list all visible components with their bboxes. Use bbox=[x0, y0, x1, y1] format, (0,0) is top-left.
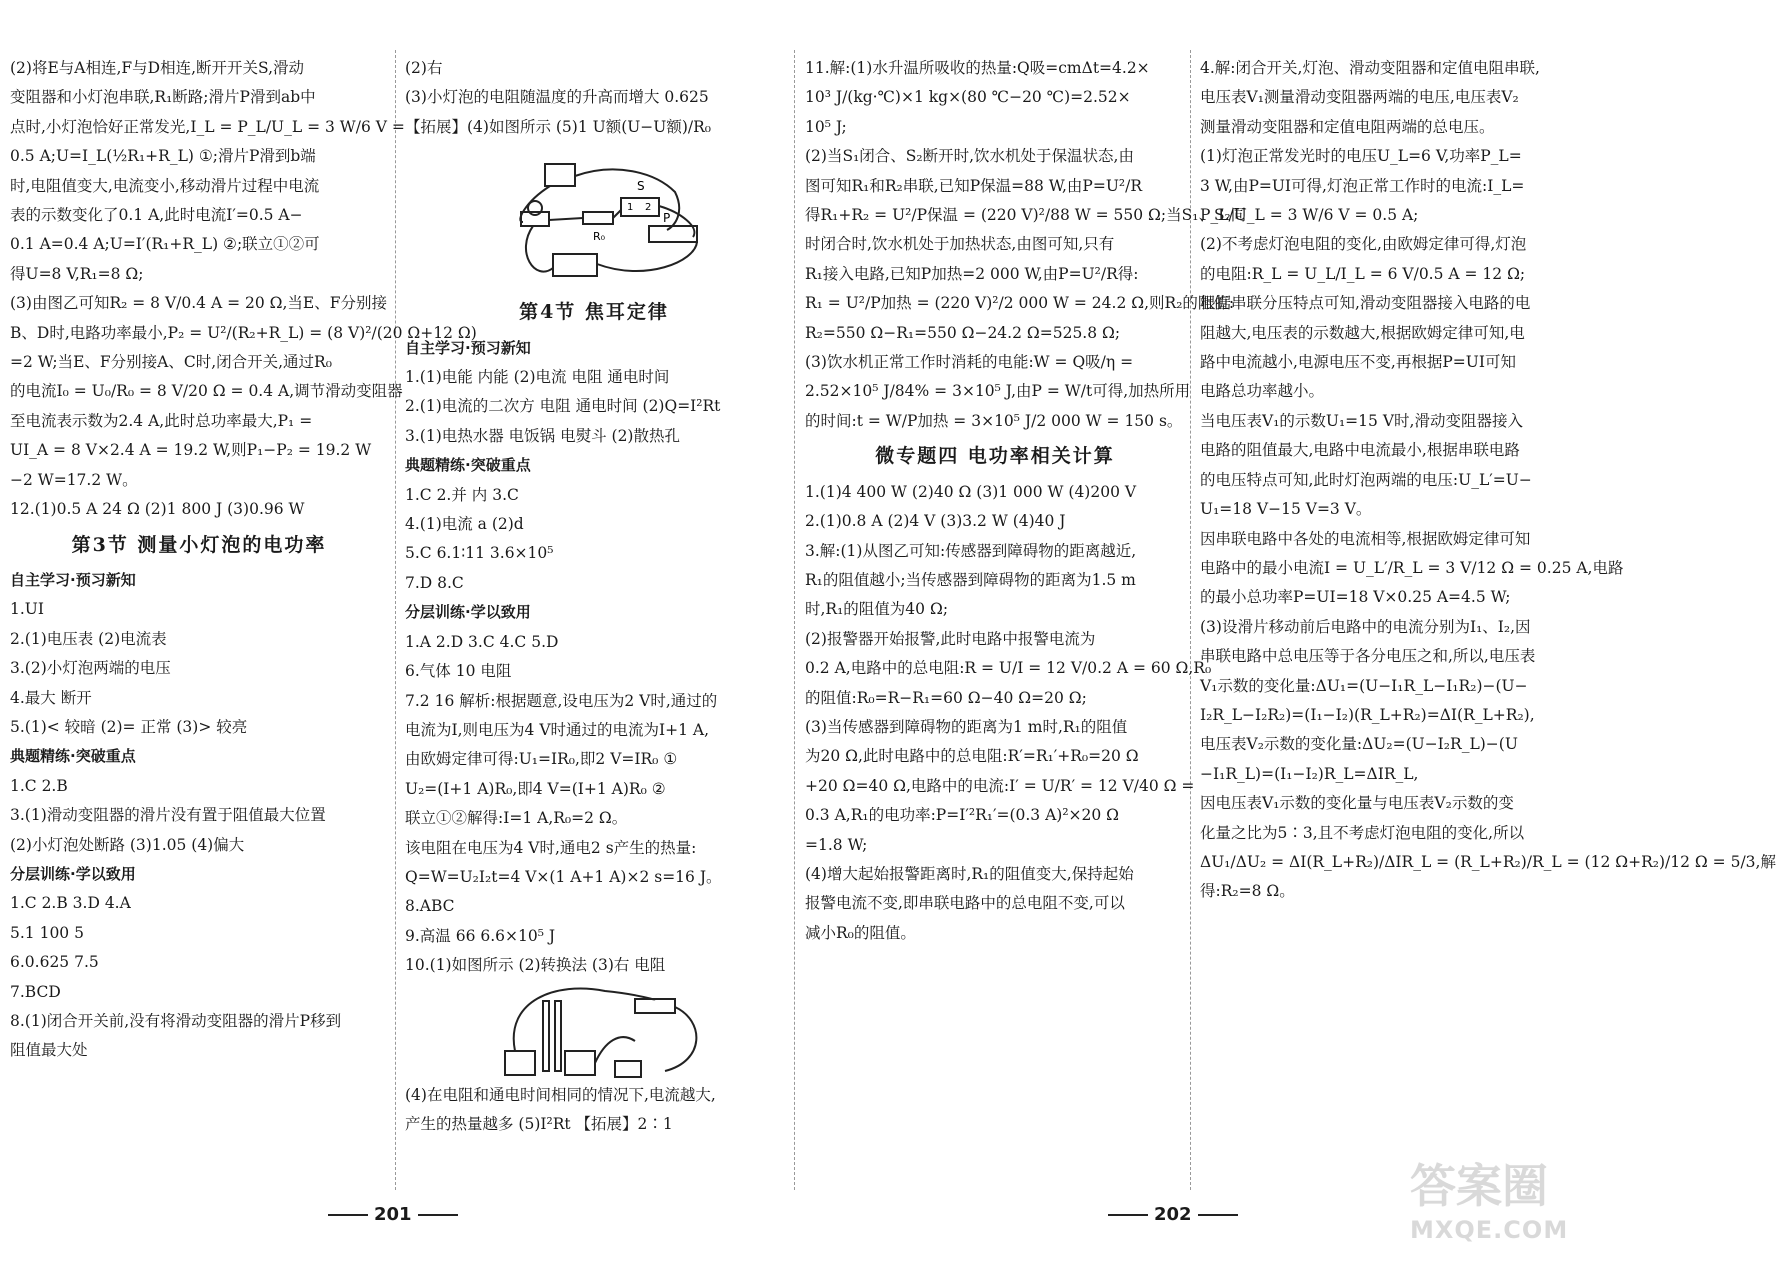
answer-line: U₁=18 V−15 V=3 V。 bbox=[1200, 500, 1372, 519]
answer-line: 1.A 2.D 3.C 4.C 5.D bbox=[405, 632, 559, 651]
answer-line: (2)不考虑灯泡电阻的变化,由欧姆定律可得,灯泡 bbox=[1200, 235, 1527, 254]
answer-line: 的阻值:R₀=R−R₁=60 Ω−40 Ω=20 Ω; bbox=[805, 688, 1087, 707]
u-tube-left-icon bbox=[543, 1001, 549, 1071]
answer-line: 该电阻在电压为4 V时,通电2 s产生的热量: bbox=[405, 838, 697, 857]
subsection-heading: 典题精练·突破重点 bbox=[10, 747, 136, 766]
answer-line: 化量之比为5∶3,且不考虑灯泡电阻的变化,所以 bbox=[1200, 823, 1525, 842]
answer-line: 8.ABC bbox=[405, 897, 455, 916]
answer-line: 1.UI bbox=[10, 600, 44, 619]
voltmeter-icon bbox=[545, 164, 575, 186]
answer-line: UI_A = 8 V×2.4 A = 19.2 W,则P₁−P₂ = 19.2 W bbox=[10, 441, 372, 460]
col4-answers bbox=[1200, 54, 1776, 907]
col3-answers bbox=[805, 54, 1247, 436]
answer-line: 2.(1)0.8 A (2)4 V (3)3.2 W (4)40 J bbox=[805, 512, 1066, 531]
answer-line: 11.解:(1)水升温所吸收的热量:Q吸=cmΔt=4.2× bbox=[805, 59, 1150, 77]
answer-line: 3.(1)滑动变阻器的滑片没有置于阻值最大位置 bbox=[10, 806, 326, 825]
answer-line: (3)当传感器到障碍物的距离为1 m时,R₁的阻值 bbox=[805, 717, 1128, 736]
answer-line: R₁ = U²/P加热 = (220 V)²/2 000 W = 24.2 Ω,则R₂的阻值: bbox=[805, 294, 1235, 313]
answer-line: (2)当S₁闭合、S₂断开时,饮水机处于保温状态,由 bbox=[805, 147, 1134, 166]
answer-line: 2.(1)电流的二次方 电阻 通电时间 (2)Q=I²Rt bbox=[405, 397, 721, 416]
answer-line: (3)小灯泡的电阻随温度的升高而增大 0.625 bbox=[405, 88, 709, 107]
answer-line: =1.8 W; bbox=[805, 835, 868, 854]
answer-line: 的时间:t = W/P加热 = 3×10⁵ J/2 000 W = 150 s。 bbox=[805, 411, 1183, 430]
answer-line: 减小R₀的阻值。 bbox=[805, 923, 916, 942]
answer-line: 阻越大,电压表的示数越大,根据欧姆定律可知,电 bbox=[1200, 323, 1525, 342]
figure-label-1: 1 bbox=[627, 202, 634, 214]
answer-line: 1.C 2.B bbox=[10, 776, 68, 795]
answer-line: 图可知R₁和R₂串联,已知P保温=88 W,由P=U²/R bbox=[805, 176, 1142, 195]
answer-line: 时,R₁的阻值为40 Ω; bbox=[805, 600, 949, 619]
answer-line: R₁接入电路,已知P加热=2 000 W,由P=U²/R得: bbox=[805, 264, 1139, 283]
section-4-title: 第4节 焦耳定律 bbox=[519, 301, 669, 324]
answer-line: 路中电流越小,电源电压不变,再根据P=UI可知 bbox=[1200, 353, 1516, 372]
answer-line: R₂=550 Ω−R₁=550 Ω−24.2 Ω=525.8 Ω; bbox=[805, 323, 1121, 342]
answer-line: (3)设滑片移动前后电路中的电流分别为I₁、I₂,因 bbox=[1200, 617, 1531, 636]
answer-line: 串联电路中总电压等于各分电压之和,所以,电压表 bbox=[1200, 647, 1536, 666]
answer-line: R₁的阻值越小;当传感器到障碍物的距离为1.5 m bbox=[805, 570, 1136, 589]
answer-line: 因串联电路中各处的电流相等,根据欧姆定律可知 bbox=[1200, 529, 1531, 548]
answer-line: 5.C 6.1∶11 3.6×10⁵ bbox=[405, 544, 554, 563]
answer-line: 电路总功率越小。 bbox=[1200, 382, 1325, 401]
answer-line: 2.52×10⁵ J/84% = 3×10⁵ J,由P = W/t可得,加热所用 bbox=[805, 382, 1191, 401]
answer-line: (3)由图乙可知R₂ = 8 V/0.4 A = 20 Ω,当E、F分别接 bbox=[10, 294, 387, 313]
answer-line: 2.(1)电压表 (2)电流表 bbox=[10, 629, 167, 648]
answer-line: −I₁R_L)=(I₁−I₂)R_L=ΔIR_L, bbox=[1200, 764, 1419, 783]
answer-line: 4.解:闭合开关,灯泡、滑动变阻器和定值电阻串联, bbox=[1200, 59, 1540, 77]
figure-label-2: 2 bbox=[645, 202, 652, 214]
answer-line: Q=W=U₂I₂t=4 V×(1 A+1 A)×2 s=16 J。 bbox=[405, 867, 722, 886]
subsection-heading: 分层训练·学以致用 bbox=[405, 603, 531, 622]
figure-label-s: S bbox=[637, 179, 645, 194]
u-tube-right-icon bbox=[555, 1001, 561, 1071]
answer-line: 5.(1)< 较暗 (2)= 正常 (3)> 较亮 bbox=[10, 717, 248, 736]
page-number-left: 201 bbox=[322, 1204, 464, 1225]
answer-line: 4.最大 断开 bbox=[10, 688, 92, 707]
answer-line: 因电压表V₁示数的变化量与电压表V₂示数的变 bbox=[1200, 794, 1514, 813]
answer-line: 4.(1)电流 a (2)d bbox=[405, 515, 524, 534]
answer-line: 阻值最大处 bbox=[10, 1041, 88, 1060]
col2-answers-top bbox=[405, 54, 783, 142]
answer-line: 1.C 2.B 3.D 4.A bbox=[10, 894, 131, 913]
answer-line: 5.1 100 5 bbox=[10, 923, 84, 942]
col1-section3-answers bbox=[10, 566, 388, 1066]
answer-line: 时,电阻值变大,电流变小,移动滑片过程中电流 bbox=[10, 176, 320, 195]
answer-line: (4)增大起始报警距离时,R₁的阻值变大,保持起始 bbox=[805, 864, 1134, 883]
container-left-icon bbox=[505, 1051, 535, 1075]
column-2 bbox=[405, 54, 783, 1139]
battery-icon bbox=[615, 1061, 641, 1077]
answer-line: 联立①②解得:I=1 A,R₀=2 Ω。 bbox=[405, 809, 628, 828]
answer-line: 9.高温 66 6.6×10⁵ J bbox=[405, 926, 556, 945]
answer-line: (3)饮水机正常工作时消耗的电能:W = Q吸/η = bbox=[805, 353, 1134, 372]
answer-line: 的最小总功率P=UI=18 V×0.25 A=4.5 W; bbox=[1200, 588, 1511, 607]
answer-line: 8.(1)闭合开关前,没有将滑动变阻器的滑片P移到 bbox=[10, 1012, 342, 1030]
answer-line: 为20 Ω,此时电路中的总电阻:R′=R₁′+R₀=20 Ω bbox=[805, 747, 1139, 766]
answer-line: I₂R_L−I₂R₂)=(I₁−I₂)(R_L+R₂)=ΔI(R_L+R₂), bbox=[1200, 705, 1535, 724]
answer-line: 电压表V₁测量滑动变阻器两端的电压,电压表V₂ bbox=[1200, 88, 1519, 107]
answer-line: 由欧姆定律可得:U₁=IR₀,即2 V=IR₀ ① bbox=[405, 750, 678, 769]
answer-line: (1)灯泡正常发光时的电压U_L=6 V,功率P_L= bbox=[1200, 147, 1522, 166]
answer-line: 的电流I₀ = U₀/R₀ = 8 V/20 Ω = 0.4 A,调节滑动变阻器 bbox=[10, 382, 403, 401]
answer-line: B、D时,电路功率最小,P₂ = U²/(R₂+R_L) = (8 V)²/(20 Ω+12 Ω) bbox=[10, 323, 477, 342]
answer-line: P_L/U_L = 3 W/6 V = 0.5 A; bbox=[1200, 206, 1419, 225]
answer-line: 1.(1)电能 内能 (2)电流 电阻 通电时间 bbox=[405, 368, 670, 387]
answer-line: 3.(2)小灯泡两端的电压 bbox=[10, 659, 171, 678]
answer-line: 得R₁+R₂ = U²/P保温 = (220 V)²/88 W = 550 Ω;当S₁、S₂同 bbox=[805, 206, 1247, 225]
col2-section4-answers bbox=[405, 334, 783, 981]
answer-line: 测量滑动变阻器和定值电阻两端的总电压。 bbox=[1200, 117, 1495, 136]
battery-icon bbox=[553, 254, 597, 276]
resistor-icon bbox=[583, 212, 613, 224]
answer-line: 点时,小灯泡恰好正常发光,I_L = P_L/U_L = 3 W/6 V = bbox=[10, 117, 405, 136]
answer-line: −2 W=17.2 W。 bbox=[10, 470, 138, 489]
answer-line: (2)报警器开始报警,此时电路中报警电流为 bbox=[805, 629, 1096, 648]
answer-line: (2)将E与A相连,F与D相连,断开开关S,滑动 bbox=[10, 59, 304, 77]
answer-line: (2)小灯泡处断路 (3)1.05 (4)偏大 bbox=[10, 835, 245, 854]
column-4 bbox=[1200, 54, 1776, 907]
answer-line: 0.3 A,R₁的电功率:P=I′²R₁′=(0.3 A)²×20 Ω bbox=[805, 806, 1120, 825]
answer-line: 电流为I,则电压为4 V时通过的电流为I+1 A, bbox=[405, 720, 710, 739]
answer-line: 3.(1)电热水器 电饭锅 电熨斗 (2)散热孔 bbox=[405, 426, 680, 445]
answer-line: 表的示数变化了0.1 A,此时电流I′=0.5 A− bbox=[10, 206, 303, 225]
answer-line: 3 W,由P=UI可得,灯泡正常工作时的电流:I_L= bbox=[1200, 176, 1525, 195]
answer-line: 12.(1)0.5 A 24 Ω (2)1 800 J (3)0.96 W bbox=[10, 500, 305, 519]
rheostat-icon bbox=[635, 999, 675, 1013]
answer-line: 0.1 A=0.4 A;U=I′(R₁+R_L) ②;联立①②可 bbox=[10, 235, 320, 254]
answer-line: U₂=(I+1 A)R₀,即4 V=(I+1 A)R₀ ② bbox=[405, 779, 666, 798]
answer-line: +20 Ω=40 Ω,电路中的电流:I′ = U/R′ = 12 V/40 Ω = bbox=[805, 776, 1195, 795]
experiment-drawing bbox=[405, 981, 783, 1081]
answer-line: 的电压特点可知,此时灯泡两端的电压:U_L′=U− bbox=[1200, 470, 1532, 489]
column-3 bbox=[805, 54, 1247, 948]
answer-line: (4)在电阻和通电时间相同的情况下,电流越大, bbox=[405, 1085, 716, 1104]
answer-line: 得:R₂=8 Ω。 bbox=[1200, 882, 1295, 901]
answer-line: 电路的阻值最大,电路中电流最小,根据串联电路 bbox=[1200, 441, 1520, 460]
answer-line: 报警电流不变,即串联电路中的总电阻不变,可以 bbox=[805, 894, 1125, 913]
answer-line: 10.(1)如图所示 (2)转换法 (3)右 电阻 bbox=[405, 956, 666, 975]
rheostat-icon bbox=[649, 226, 697, 242]
answer-line: 10⁵ J; bbox=[805, 117, 847, 136]
answer-line: 1.(1)4 400 W (2)40 Ω (3)1 000 W (4)200 V bbox=[805, 482, 1137, 501]
answer-line: 至电流表示数为2.4 A,此时总功率最大,P₁ = bbox=[10, 411, 313, 430]
answer-line: 的电阻:R_L = U_L/I_L = 6 V/0.5 A = 12 Ω; bbox=[1200, 264, 1526, 283]
answer-line: 【拓展】(4)如图所示 (5)1 U额(U−U额)/R₀ bbox=[405, 117, 712, 136]
answer-line: 得U=8 V,R₁=8 Ω; bbox=[10, 264, 144, 283]
answer-line: 1.C 2.并 内 3.C bbox=[405, 485, 519, 504]
answer-line: 根据串联分压特点可知,滑动变阻器接入电路的电 bbox=[1200, 294, 1531, 313]
answer-line: 0.5 A;U=I_L(½R₁+R_L) ①;滑片P滑到b端 bbox=[10, 147, 316, 166]
answer-line: V₁示数的变化量:ΔU₁=(U−I₁R_L−I₁R₂)−(U− bbox=[1200, 676, 1528, 695]
special-topic-title: 微专题四 电功率相关计算 bbox=[875, 445, 1115, 468]
subsection-heading: 自主学习·预习新知 bbox=[405, 338, 531, 357]
circuit-figure bbox=[405, 142, 783, 292]
answer-line: 时闭合时,饮水机处于加热状态,由图可知,只有 bbox=[805, 235, 1115, 254]
subsection-heading: 自主学习·预习新知 bbox=[10, 570, 136, 589]
answer-line: 当电压表V₁的示数U₁=15 V时,滑动变阻器接入 bbox=[1200, 411, 1523, 430]
answer-line: 产生的热量越多 (5)I²Rt 【拓展】2∶1 bbox=[405, 1114, 673, 1133]
answer-line: 6.0.625 7.5 bbox=[10, 953, 99, 972]
answer-line: 0.2 A,电路中的总电阻:R = U/I = 12 V/0.2 A = 60 Ω,R₀ bbox=[805, 659, 1212, 678]
watermark-logo: 答案圈 MXQE.COM bbox=[1410, 1159, 1569, 1244]
answer-line: 7.BCD bbox=[10, 982, 61, 1001]
figure-label-r0: R₀ bbox=[593, 230, 606, 244]
container-right-icon bbox=[565, 1051, 595, 1075]
circuit-drawing bbox=[405, 142, 783, 292]
col3-topic-answers bbox=[805, 478, 1212, 949]
page-number-right: 202 bbox=[1102, 1204, 1244, 1225]
answer-line: 变阻器和小灯泡串联,R₁断路;滑片P滑到ab中 bbox=[10, 88, 316, 107]
figure-label-p: P bbox=[663, 211, 671, 226]
subsection-heading: 分层训练·学以致用 bbox=[10, 864, 136, 883]
answer-line: ΔU₁/ΔU₂ = ΔI(R_L+R₂)/ΔIR_L = (R_L+R₂)/R_L = (12 Ω+R₂)/12 Ω = 5/3,解 bbox=[1200, 852, 1776, 871]
answer-line: 3.解:(1)从图乙可知:传感器到障碍物的距离越近, bbox=[805, 541, 1137, 560]
section-3-title: 第3节 测量小灯泡的电功率 bbox=[71, 533, 327, 556]
answer-line: (2)右 bbox=[405, 59, 443, 77]
answer-line: 电压表V₂示数的变化量:ΔU₂=(U−I₂R_L)−(U bbox=[1200, 735, 1518, 754]
answer-line: 电路中的最小电流I = U_L′/R_L = 3 V/12 Ω = 0.25 A,电路 bbox=[1200, 558, 1624, 577]
answer-line: 7.2 16 解析:根据题意,设电压为2 V时,通过的 bbox=[405, 691, 718, 710]
answer-line: =2 W;当E、F分别接A、C时,闭合开关,通过R₀ bbox=[10, 353, 332, 372]
col2-answers-bottom bbox=[405, 1081, 783, 1140]
experiment-figure bbox=[405, 981, 783, 1081]
subsection-heading: 典题精练·突破重点 bbox=[405, 456, 531, 475]
answer-line: 7.D 8.C bbox=[405, 573, 464, 592]
answer-line: 10³ J/(kg·℃)×1 kg×(80 ℃−20 ℃)=2.52× bbox=[805, 88, 1131, 107]
answer-line: 6.气体 10 电阻 bbox=[405, 662, 512, 681]
